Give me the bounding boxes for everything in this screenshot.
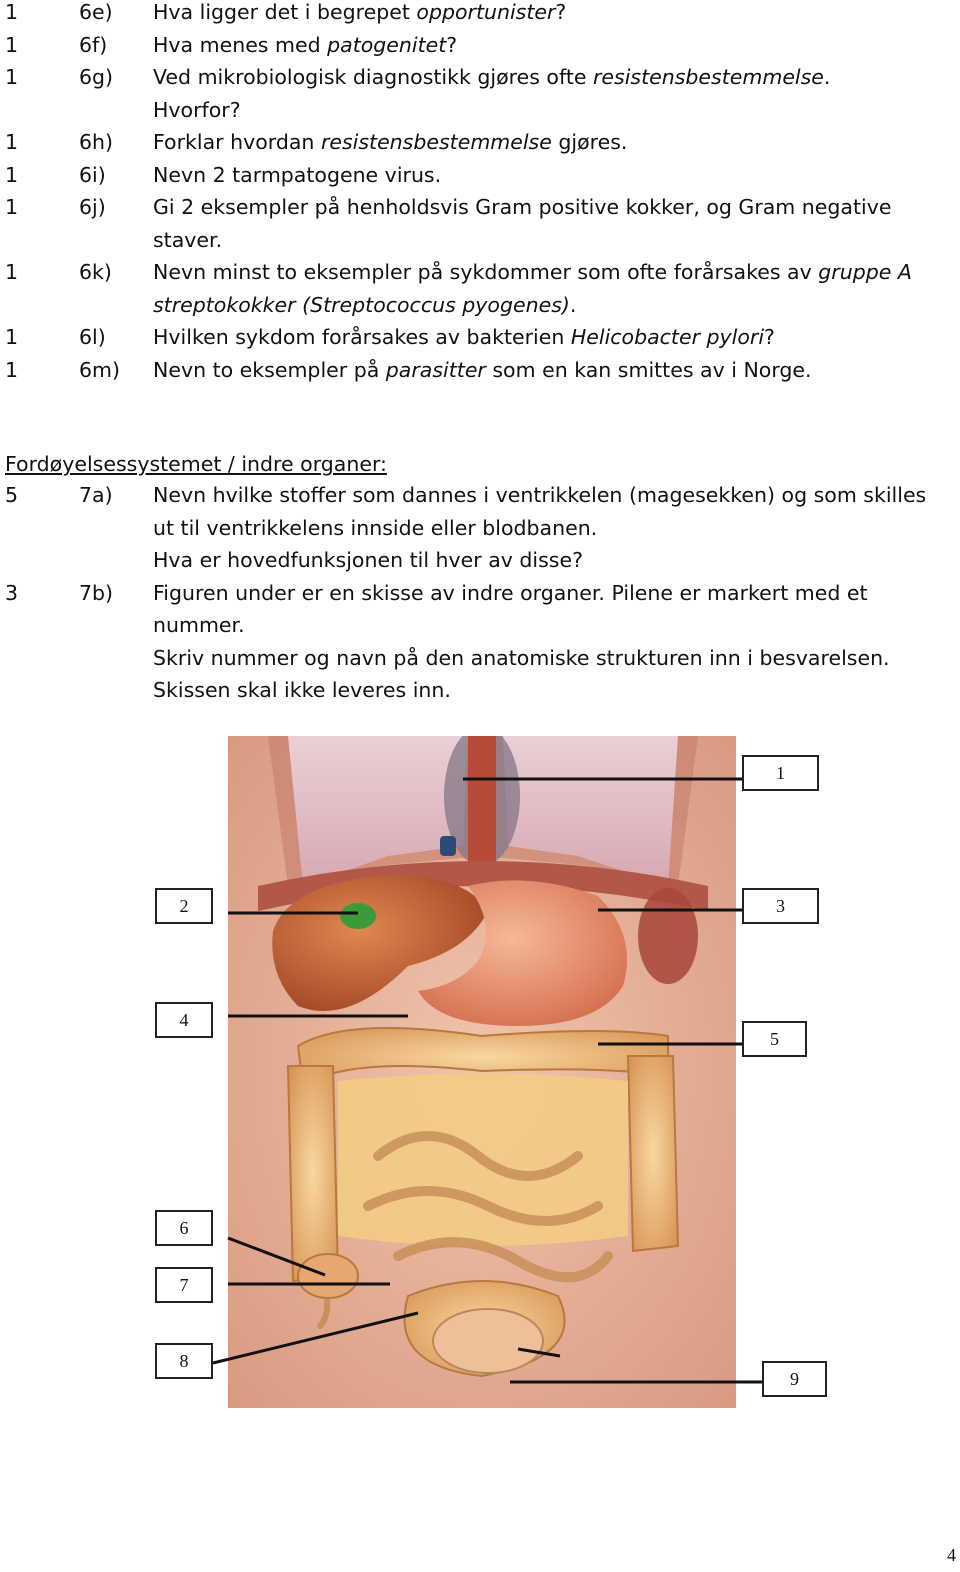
question-text-line — [153, 512, 958, 545]
italic-term: resistensbestemmelse — [593, 65, 824, 89]
italic-term: patogenitet — [327, 32, 447, 57]
question-text-line — [153, 479, 958, 512]
text-segment: Hvorfor? — [153, 97, 241, 122]
figure-label-4: 4 — [155, 1002, 213, 1038]
text-segment: Nevn minst to eksempler på sykdommer som ofte forårsakes av — [153, 260, 819, 284]
figure-label-8: 8 — [155, 1343, 213, 1379]
text-segment: Nevn 2 tarmpatogene virus. — [153, 162, 442, 187]
question-text-line — [153, 126, 958, 159]
question-text-line — [153, 577, 958, 610]
text-segment: Hva ligger det i begrepet — [153, 0, 417, 24]
figure-label-6: 6 — [155, 1210, 213, 1246]
spleen — [638, 888, 698, 984]
figure-label-7: 7 — [155, 1267, 213, 1303]
text-segment: Nevn to eksempler på — [153, 357, 386, 382]
question-number: 7a) — [79, 483, 113, 507]
text-segment: . — [569, 292, 577, 317]
question-text-line — [153, 256, 958, 289]
esophagus — [468, 736, 496, 866]
figure-label-2: 2 — [155, 888, 213, 924]
question-text-line — [153, 29, 958, 62]
cecum — [298, 1254, 358, 1298]
question-text-line — [153, 61, 958, 94]
text-segment: ? — [555, 0, 567, 24]
text-segment: Skriv nummer og navn på den anatomiske strukturen inn i besvarelsen. — [153, 645, 890, 670]
question-points: 1 — [5, 0, 19, 24]
question-number: 6l) — [79, 325, 106, 349]
text-segment: som en kan smittes av i Norge. — [485, 357, 812, 382]
question-text-line — [153, 0, 958, 29]
text-segment: nummer. — [153, 613, 245, 637]
question-points: 5 — [5, 483, 19, 507]
question-number: 6g) — [79, 65, 114, 89]
italic-term: parasitter — [385, 357, 486, 382]
question-points: 3 — [5, 580, 19, 605]
question-text — [153, 159, 958, 192]
gallbladder — [340, 903, 376, 929]
question-points: 1 — [5, 65, 19, 89]
question-points: 1 — [5, 357, 19, 382]
question-text-line — [153, 159, 958, 192]
question-text-line — [153, 321, 958, 354]
text-segment: Gi 2 eksempler på henholdsvis Gram positive kokker, og Gram negative — [153, 195, 892, 219]
italic-term: resistensbestemmelse — [320, 130, 552, 154]
question-points: 1 — [5, 32, 19, 57]
question-text-line — [153, 609, 958, 642]
question-number: 6m) — [79, 357, 121, 382]
question-number: 6i) — [79, 162, 106, 187]
question-text-line — [153, 544, 958, 577]
question-points: 1 — [5, 162, 19, 187]
question-text — [153, 354, 958, 387]
section-heading: Fordøyelsessystemet / indre organer: — [5, 452, 387, 476]
text-segment: Nevn hvilke stoffer som dannes i ventrikkelen (magesekken) og som skilles — [153, 483, 927, 507]
question-text-line — [153, 674, 958, 707]
question-text-line — [153, 289, 958, 322]
question-points: 1 — [5, 325, 19, 349]
text-segment: Figuren under er en skisse av indre organer. Pilene er markert med et — [153, 580, 868, 605]
question-text-line — [153, 642, 958, 675]
question-text — [153, 0, 958, 29]
question-text — [153, 577, 958, 707]
question-text-line — [153, 354, 958, 387]
question-number: 6f) — [79, 32, 108, 57]
italic-term: opportunister — [416, 0, 556, 24]
aorta — [440, 836, 456, 856]
text-segment: Hva er hovedfunksjonen til hver av disse? — [153, 548, 583, 572]
question-number: 7b) — [79, 580, 114, 605]
text-segment: Forklar hvordan — [153, 130, 321, 154]
page-number: 4 — [947, 1545, 956, 1565]
figure-label-5: 5 — [742, 1021, 807, 1057]
question-text — [153, 321, 958, 354]
bladder — [433, 1309, 543, 1373]
italic-term: streptokokker (Streptococcus pyogenes) — [153, 292, 570, 317]
question-text — [153, 29, 958, 62]
italic-term: gruppe A — [818, 260, 912, 284]
text-segment: staver. — [153, 227, 223, 252]
question-number: 6k) — [79, 260, 112, 284]
italic-term: Helicobacter pylori — [570, 325, 765, 349]
ascending-colon — [288, 1066, 338, 1281]
text-segment: ? — [446, 32, 458, 57]
figure-label-3: 3 — [742, 888, 819, 924]
text-segment: Skissen skal ikke leveres inn. — [153, 678, 451, 702]
question-points: 1 — [5, 195, 19, 219]
text-segment: Hva menes med — [153, 32, 328, 57]
question-text-line — [153, 224, 958, 257]
question-text-line — [153, 94, 958, 127]
text-segment: Hvilken sykdom forårsakes av bakterien — [153, 325, 571, 349]
question-text — [153, 479, 958, 577]
text-segment: ut til ventrikkelens innside eller blodbanen. — [153, 515, 598, 540]
question-text — [153, 61, 958, 126]
figure-label-1: 1 — [742, 755, 819, 791]
question-text — [153, 191, 958, 256]
figure-label-9: 9 — [762, 1361, 827, 1397]
question-number: 6e) — [79, 0, 113, 24]
question-points: 1 — [5, 260, 19, 284]
anatomy-figure — [228, 736, 736, 1408]
question-points: 1 — [5, 130, 19, 154]
question-text-line — [153, 191, 958, 224]
question-text — [153, 126, 958, 159]
question-number: 6h) — [79, 130, 114, 154]
descending-colon — [628, 1056, 678, 1251]
text-segment: Ved mikrobiologisk diagnostikk gjøres ofte — [153, 65, 593, 89]
text-segment: . — [823, 65, 831, 89]
text-segment: ? — [764, 325, 775, 349]
text-segment: gjøres. — [551, 130, 628, 154]
question-text — [153, 256, 958, 321]
question-number: 6j) — [79, 195, 106, 219]
